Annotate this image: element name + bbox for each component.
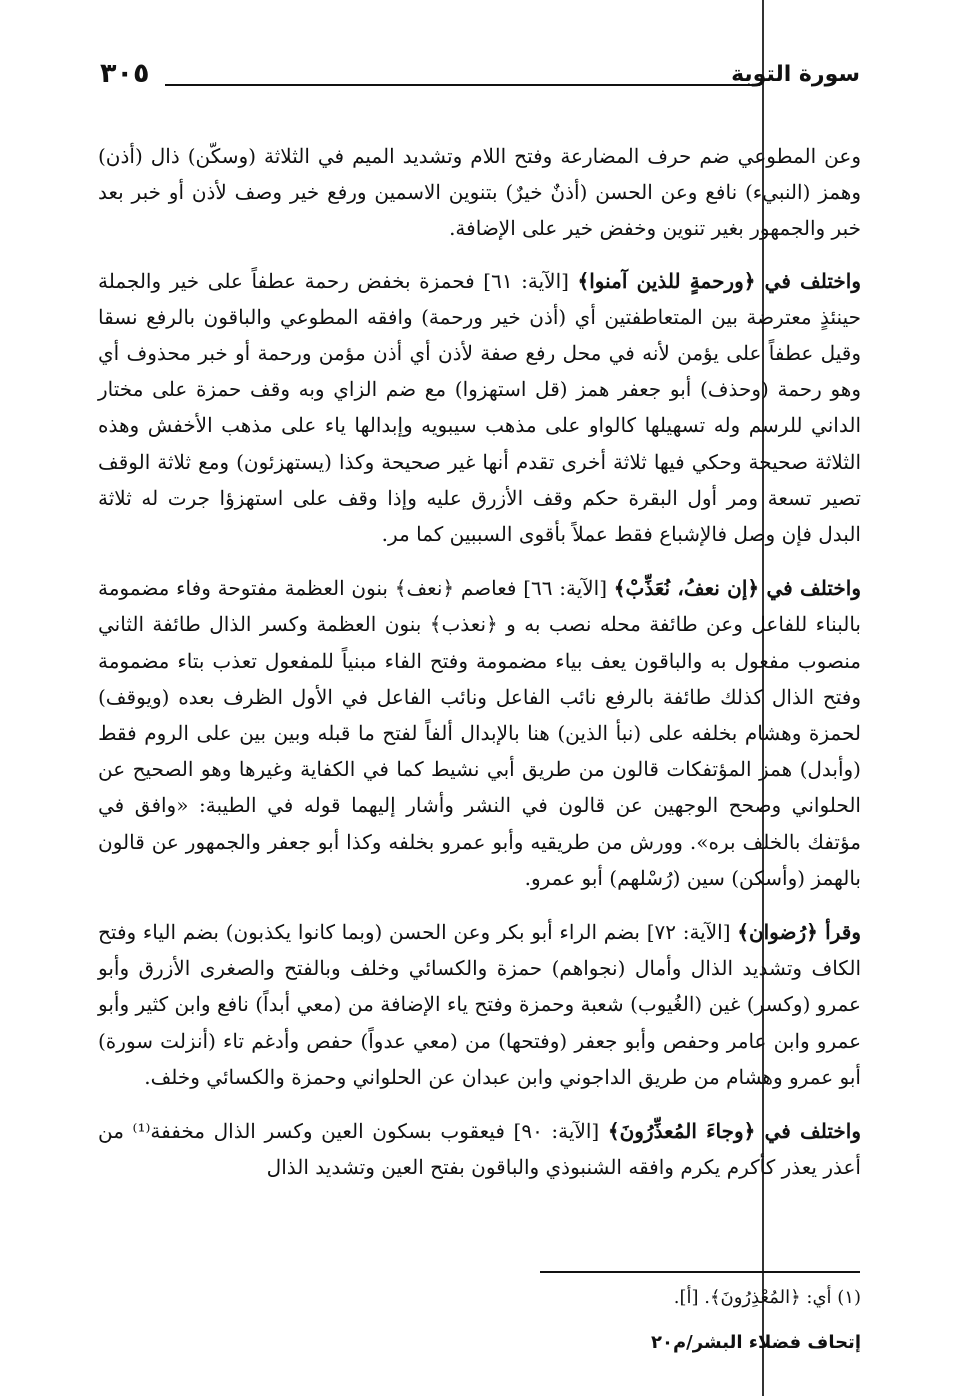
paragraph-lead: واختلف في ﴿ورحمةٍ للذين آمنوا﴾ (577, 268, 861, 293)
paragraph-4 (98, 914, 861, 1095)
body-text (98, 138, 861, 1203)
running-title: سورة التوبة (731, 62, 860, 87)
paragraph-text: [الآية: ٧٢] بضم الراء أبو بكر وعن الحسن (وبما كانوا يكذبون) بضم الياء وفتح الكاف وتشديد الذال وأمال (نجواهم) حمزة والكسائي وخلف وبالفتح والصغرى الأزرق وأبو عمرو (وكسر) غين (الغُيوب) شعبة وحمزة وفتح ياء الإضافة من (معي أبداً) نافع وابن كثير وأبو عمرو وابن عامر وحفص وأبو جعفر (وفتحها) من (معي عدواً) حفص وأدغم تاء (أنزلت سورة) أبو عمرو وهشام من طريق الداجوني وابن عبدان عن الحلواني وحمزة والكسائي وخلف. (98, 920, 861, 1089)
footnote: (١) أي: ﴿المُعْذِرُونَ﴾. [أ]. (673, 1287, 861, 1308)
paragraph-text: وعن المطوعي ضم حرف المضارعة وفتح اللام وتشديد الميم في الثلاثة (وسكّن) ذال (أذن) وهمز (النبيء) نافع وعن الحسن (أذنٌ خيرٌ) بتنوين الاسمين ورفع خير وصف لأذن أو خبر بعد خبر والجمهور بغير تنوين وخفض خير على الإضافة. (98, 144, 861, 241)
paragraph-1 (98, 138, 861, 247)
footer-signature: إتحاف فضلاء البشر/م٢٠ (650, 1332, 861, 1353)
header-rule (165, 84, 760, 86)
paragraph-lead: وقرأ ﴿رُضوان﴾ (737, 920, 861, 945)
footnote-rule (540, 1271, 860, 1273)
paragraph-text: [الآية: ٩٠] فيعقوب بسكون العين وكسر الذال مخففة⁽¹⁾ من أعذر يعذر كأكرم يكرم وافقه الشنبوذي والباقون بفتح العين وتشديد الذال (98, 1119, 861, 1180)
page-number: ٣٠٥ (100, 58, 150, 89)
paragraph-text: [الآية: ٦٦] فعاصم ﴿نعف﴾ بنون العظمة مفتوحة وفاء مضمومة بالبناء للفاعل وعن طائفة محله نصب به و ﴿نعذب﴾ بنون العظمة وكسر الذال طائفة الثاني منصوب مفعول به والباقون يعف بياء مضمومة وفتح الفاء مبنياً للمفعول تعذب بتاء مضمومة وفتح الذال كذلك طائفة بالرفع نائب الفاعل ونائب الفاعل في الأول الظرف بعده (ويوقف) لحمزة وهشام بخلفه على (نبأ الذين) هنا بالإبدال ألفاً لفتح ما قبله وبين بين على الروم فقط (وأبدل) همز المؤتفكات قالون من طريق أبي نشيط كما في الكفاية وغيرها وهو الصحيح عن الحلواني وصحح الوجهين عن قالون في النشر وأشار إليهما قوله في الطيبة: «وافق في مؤتفك بالخلف بره». وورش من طريقيه وأبو عمرو بخلفه وكذا أبو جعفر والجمهور عن قالون بالهمز (وأسكن) سين (رُسْلهم) أبو عمرو. (98, 576, 861, 890)
paragraph-2 (98, 263, 861, 553)
paragraph-text: [الآية: ٦١] فحمزة بخفض رحمة عطفاً على خير والجملة حينئذٍ معترضة بين المتعاطفتين أي (أذن خير ورحمة) وافقه المطوعي والباقون بالرفع نسقا وقيل عطفاً على يؤمن لأنه في محل رفع صفة لأذن أي أذن مؤمن ورحمة أو خبر محذوف أي وهو رحمة (وحذف) أبو جعفر همز (قل استهزوا) مع ضم الزاي وبه وقف حمزة على مختار الداني للرسم وله تسهيلها كالواو على مذهب سيبويه وإبدالها ياء على مذهب الأخفش وهذه الثلاثة صحيحة وحكي فيها ثلاثة أخرى تقدم أنها غير صحيحة وكذا (يستهزئون) ومع ثلاثة الوقف تصير تسعة ومر أول البقرة حكم وقف الأزرق عليه وإذا وقف على استهزؤا جرت له ثلاثة البدل فإن وصل فالإشباع فقط عملاً بأقوى السببين كما مر. (98, 268, 861, 547)
paragraph-5 (98, 1113, 861, 1185)
paragraph-3 (98, 570, 861, 896)
page-header (100, 58, 860, 98)
paragraph-lead: واختلف في ﴿وجاءَ المُعذِّرُونَ﴾ (607, 1119, 861, 1144)
paragraph-lead: واختلف في ﴿إن نعفُ، نُعَذِّبْ﴾ (613, 576, 861, 601)
